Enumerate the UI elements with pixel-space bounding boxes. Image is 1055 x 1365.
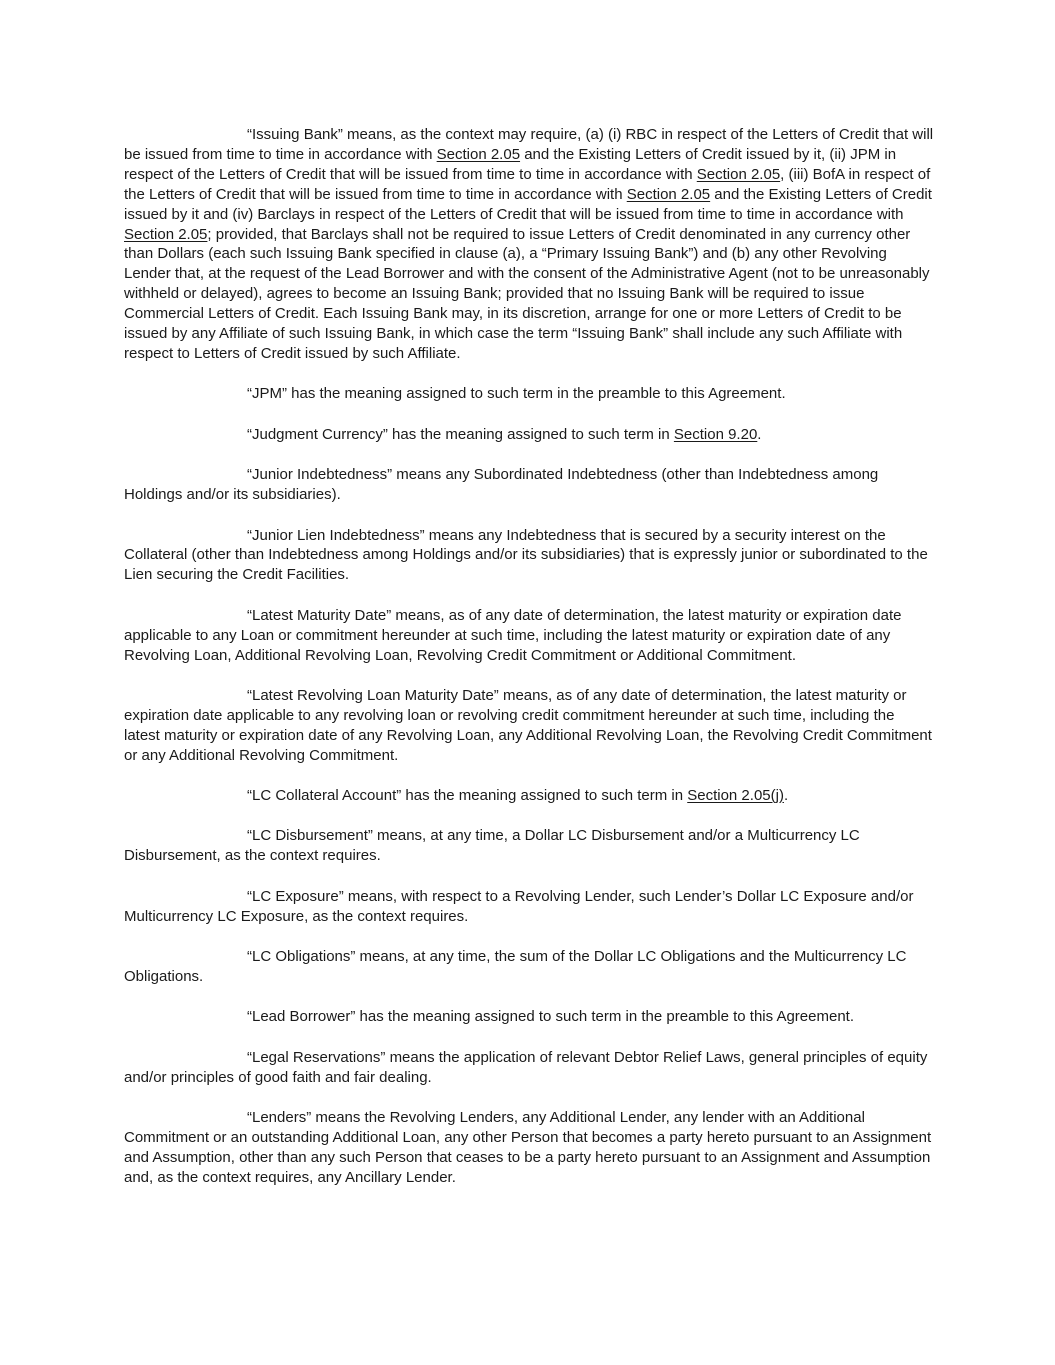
paragraph-text: ; provided, that Barclays shall not be required to issue Letters of Credit denominated in any currency other than Dollars (each such Issuing Bank specified in clause (a), a “Primary Issuing Bank”) and (b) any other Revolving Lender that, at the request of the Lead Borrower and with the consent of the Administrative Agent (not to be unreasonably withheld or delayed), agrees to become an Issuing Bank; provided that no Issuing Bank will be required to issue Commercial Letters of Credit. Each Issuing Bank may, in its discretion, arrange for one or more Letters of Credit to be issued by any Affiliate of such Issuing Bank, in which case the term “Issuing Bank” shall include any such Affiliate with respect to Letters of Credit issued by such Affiliate. (124, 225, 930, 362)
document-body (124, 125, 934, 1208)
definition-paragraph (124, 686, 934, 766)
paragraph-text: “Junior Lien Indebtedness” means any Indebtedness that is secured by a security interest on the Collateral (other than Indebtedness among Holdings and/or its subsidiaries) that is expressly junior or subordinated to the Lien securing the Credit Facilities. (124, 526, 928, 584)
definition-paragraph (124, 384, 934, 404)
paragraph-text: , (iii) BofA in respect of the Letters of Credit that will be issued from time to time in accordance with (124, 165, 931, 203)
definition-paragraph (124, 887, 934, 927)
paragraph-text: . (757, 425, 762, 443)
definition-paragraph (124, 1007, 934, 1027)
section-reference-link[interactable]: Section 2.05 (696, 165, 781, 183)
paragraph-text: “LC Obligations” means, at any time, the sum of the Dollar LC Obligations and the Multicurrency LC Obligations. (124, 948, 907, 985)
section-reference-link[interactable]: Section 2.05 (436, 145, 521, 163)
definition-paragraph (124, 526, 934, 586)
section-reference-link[interactable]: Section 2.05 (626, 185, 711, 203)
paragraph-text: “Junior Indebtedness” means any Subordinated Indebtedness (other than Indebtedness among Holdings and/or its subsidiaries). (124, 466, 879, 504)
paragraph-text: “Lenders” means the Revolving Lenders, any Additional Lender, any lender with an Additional Commitment or an outstanding Additional Loan, any other Person that becomes a party hereto pursuant to an Assignment and Assumption, other than any such Person that ceases to be a party hereto pursuant to an Assignment and Assumption and, as the context requires, any Ancillary Lender. (124, 1109, 932, 1186)
definition-paragraph (124, 1108, 934, 1188)
paragraph-text: “JPM” has the meaning assigned to such term in the preamble to this Agreement. (247, 385, 786, 403)
definition-paragraph (124, 606, 934, 666)
section-reference-link[interactable]: Section 2.05 (124, 225, 208, 243)
definition-paragraph (124, 425, 934, 445)
paragraph-text: and the Existing Letters of Credit issued by it, (ii) JPM in respect of the Letters of Credit that will be issued from time to time in accordance with (124, 145, 897, 183)
paragraph-text: and the Existing Letters of Credit issued by it and (iv) Barclays in respect of the Letters of Credit that will be issued from time to time in accordance with (124, 185, 932, 223)
paragraph-text: “Judgment Currency” has the meaning assigned to such term in (247, 425, 674, 443)
paragraph-text: “LC Exposure” means, with respect to a Revolving Lender, such Lender’s Dollar LC Exposure and/or Multicurrency LC Exposure, as the context requires. (124, 887, 914, 925)
paragraph-text: “Issuing Bank” means, as the context may require, (a) (i) RBC in respect of the Letters of Credit that will be issued from time to time in accordance with (124, 126, 934, 163)
definition-paragraph (124, 465, 934, 505)
section-reference-link[interactable]: Section 9.20 (673, 425, 758, 443)
paragraph-text: . (783, 787, 789, 805)
definition-paragraph (124, 826, 934, 866)
definition-paragraph (124, 947, 934, 987)
paragraph-text: “LC Collateral Account” has the meaning assigned to such term in (247, 787, 688, 805)
paragraph-text: “Lead Borrower” has the meaning assigned to such term in the preamble to this Agreement. (247, 1008, 854, 1026)
definition-paragraph (124, 1048, 934, 1088)
definition-paragraph (124, 786, 934, 806)
paragraph-text: “Latest Revolving Loan Maturity Date” means, as of any date of determination, the latest maturity or expiration date applicable to any revolving loan or revolving credit commitment hereunder at such time, including the latest maturity or expiration date of any Revolving Loan, any Additional Revolving Loan, the Revolving Credit Commitment or any Additional Revolving Commitment. (124, 686, 932, 764)
definition-paragraph (124, 125, 934, 364)
section-reference-link[interactable]: Section 2.05(j) (687, 787, 784, 805)
paragraph-text: “Latest Maturity Date” means, as of any date of determination, the latest maturity or expiration date applicable to any Loan or commitment hereunder at such time, including the latest maturity or expiration date of any Revolving Loan, Additional Revolving Loan, Revolving Credit Commitment or Additional Commitment. (124, 606, 902, 664)
paragraph-text: “LC Disbursement” means, at any time, a Dollar LC Disbursement and/or a Multicurrency LC Disbursement, as the context requires. (124, 827, 860, 865)
paragraph-text: “Legal Reservations” means the application of relevant Debtor Relief Laws, general principles of equity and/or principles of good faith and fair dealing. (124, 1048, 928, 1086)
